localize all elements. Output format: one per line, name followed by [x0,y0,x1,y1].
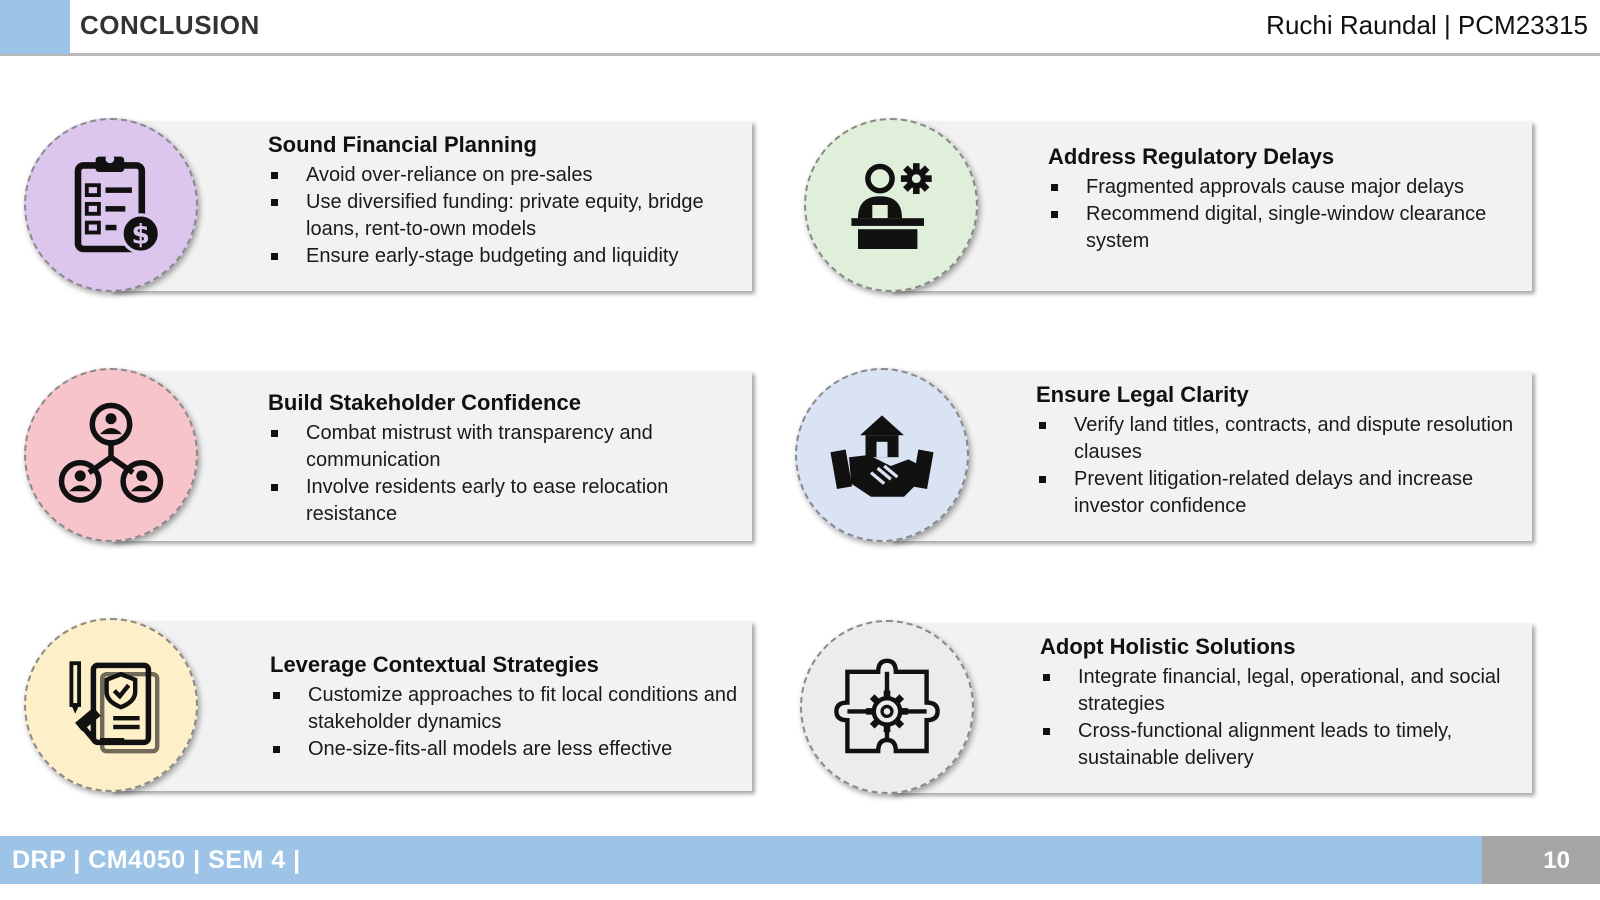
card-text [1040,634,1530,772]
author-label: Ruchi Raundal | PCM23315 [1266,10,1588,40]
financial-clipboard-icon [56,150,166,260]
card-text [270,652,748,763]
page-number-box [1482,836,1600,884]
footer-band [0,836,1482,884]
footer-course-label: DRP | CM4050 | SEM 4 | [12,846,301,874]
bullet-item: Involve residents early to ease relocation resistance [268,474,746,528]
bullet-list [268,420,746,528]
bullet-item: Combat mistrust with transparency and communication [268,420,746,474]
card-regulatory-delays [804,118,1534,293]
card-financial-planning [24,118,754,293]
legal-document-gavel-icon [56,650,166,760]
bullet-item: Cross-functional alignment leads to timely, sustainable delivery [1040,718,1530,772]
bullet-list [268,162,746,270]
handshake-house-icon [827,400,937,510]
bullet-item: Avoid over-reliance on pre-sales [268,162,746,189]
icon-circle [24,618,198,792]
icon-circle [800,620,974,794]
card-title: Build Stakeholder Confidence [268,390,581,415]
icon-circle [795,368,969,542]
bullet-item: Recommend digital, single-window clearance system [1048,201,1526,255]
bullet-item: Customize approaches to fit local conditions and stakeholder dynamics [270,682,748,736]
card-text [268,132,746,270]
card-text [1048,144,1526,255]
card-legal-clarity [795,368,1534,543]
slide-header [0,0,1600,56]
stakeholder-network-icon [56,400,166,510]
bullet-list [1036,412,1526,520]
card-title: Leverage Contextual Strategies [270,652,599,677]
bullet-item: Use diversified funding: private equity, bridge loans, rent-to-own models [268,189,746,243]
card-text [1036,382,1526,520]
bullet-item: One-size-fits-all models are less effective [270,736,748,763]
bullet-list [270,682,748,763]
page-number: 10 [1543,847,1570,874]
card-title: Sound Financial Planning [268,132,537,157]
bullet-item: Integrate financial, legal, operational, and social strategies [1040,664,1530,718]
icon-circle [24,118,198,292]
header-accent-block [0,0,70,54]
card-title: Adopt Holistic Solutions [1040,634,1296,659]
bullet-item: Ensure early-stage budgeting and liquidity [268,243,746,270]
bullet-item: Fragmented approvals cause major delays [1048,174,1526,201]
card-holistic-solutions [800,620,1534,795]
bullet-item: Verify land titles, contracts, and dispute resolution clauses [1036,412,1526,466]
card-title: Ensure Legal Clarity [1036,382,1249,407]
puzzle-gear-icon [832,652,942,762]
slide-title: CONCLUSION [80,10,260,40]
icon-circle [24,368,198,542]
bullet-item: Prevent litigation-related delays and increase investor confidence [1036,466,1526,520]
slide-footer [0,836,1600,884]
officer-desk-gear-icon [836,150,946,260]
card-title: Address Regulatory Delays [1048,144,1335,169]
card-contextual-strategies [24,618,754,793]
bullet-list [1048,174,1526,255]
svg-text:$: $ [131,219,150,251]
card-text [268,390,746,528]
icon-circle [804,118,978,292]
bullet-list [1040,664,1530,772]
card-stakeholder-confidence [24,368,754,543]
